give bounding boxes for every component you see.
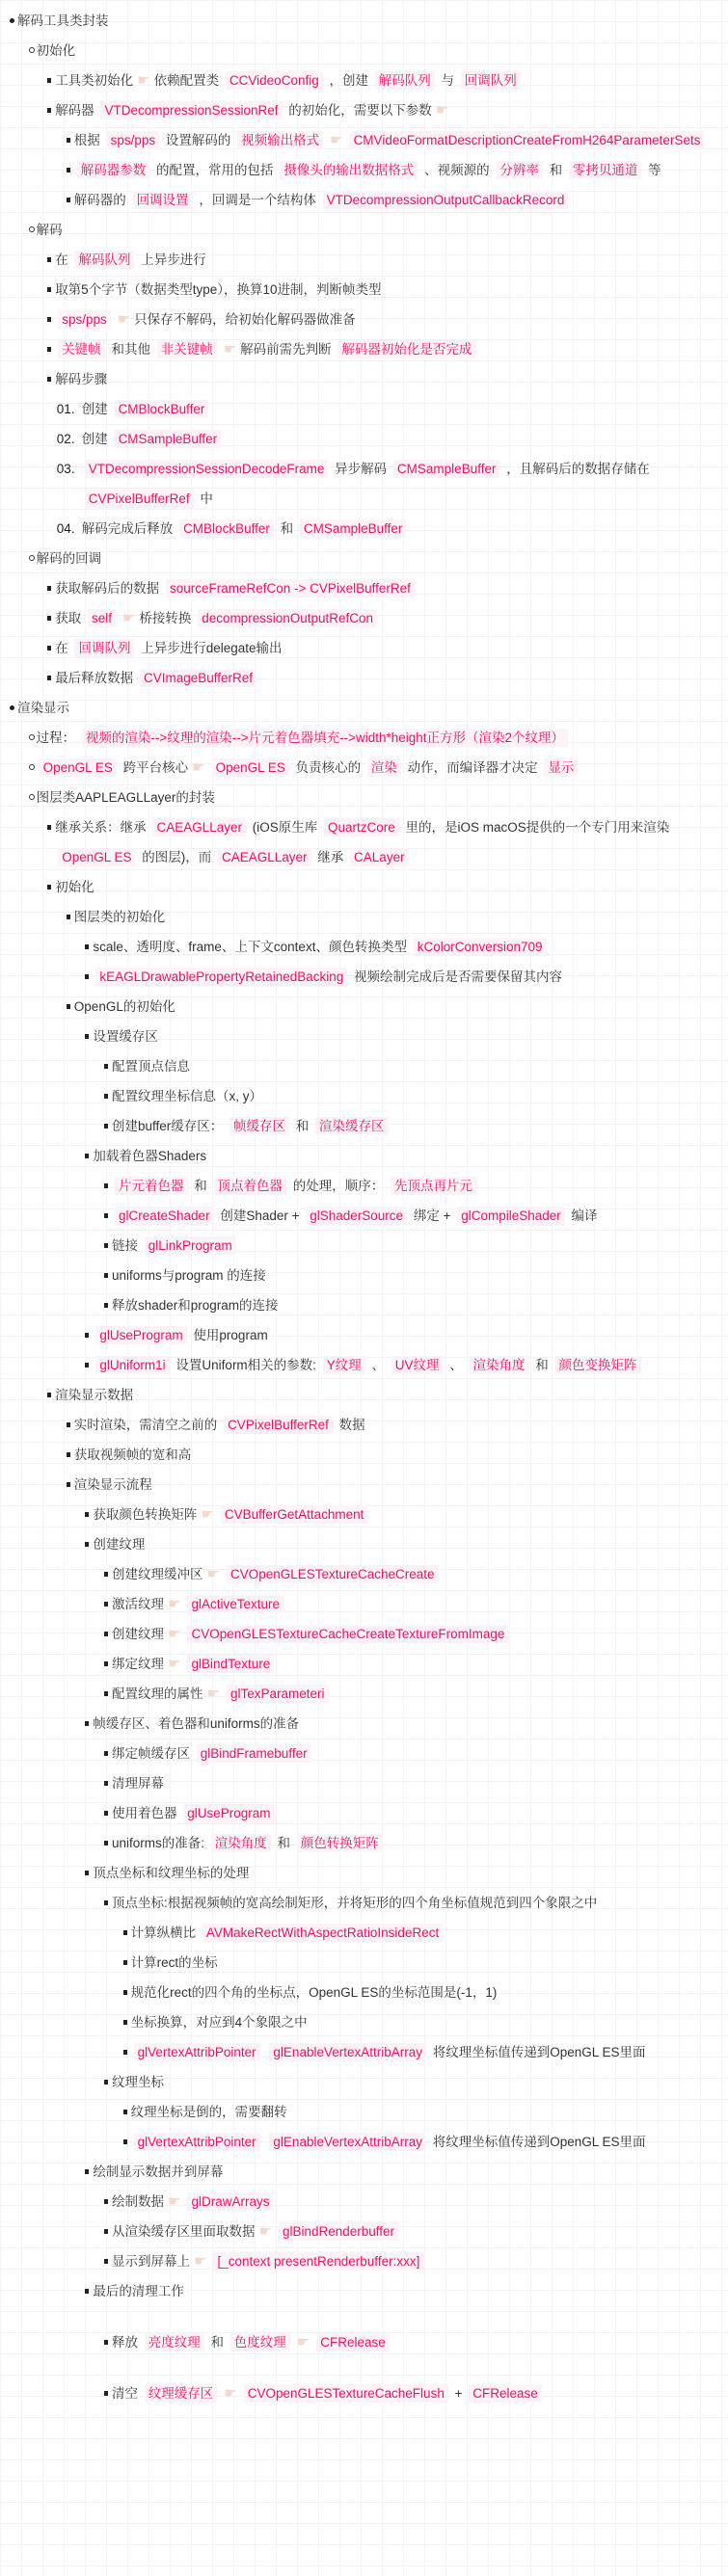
inline-code: glDrawArrays bbox=[187, 2192, 273, 2211]
inline-code: 帧缓存区 bbox=[229, 1117, 289, 1135]
outline-item bbox=[0, 1171, 722, 1201]
outline-item bbox=[0, 155, 722, 185]
item-text: 绑定 + bbox=[410, 1208, 455, 1223]
item-text: 负责核心的 bbox=[291, 760, 364, 775]
item-text: 创建纹理 bbox=[93, 1537, 146, 1552]
item-text bbox=[263, 2045, 267, 2059]
outline-item bbox=[0, 2246, 722, 2276]
inline-code: 零拷贝通道 bbox=[569, 161, 642, 179]
inline-code: CFRelease bbox=[469, 2384, 542, 2403]
outline-item bbox=[0, 783, 722, 812]
item-text: 桥接转换 bbox=[139, 611, 196, 625]
item-text: 规范化rect的四个角的坐标点，OpenGL ES的坐标范围是(-1，1) bbox=[130, 1985, 498, 2000]
inline-code: glActiveTexture bbox=[187, 1595, 283, 1613]
outline-item bbox=[0, 1141, 722, 1171]
inline-code: 颜色转换矩阵 bbox=[297, 1834, 383, 1852]
outline-item bbox=[0, 1619, 722, 1649]
inline-code: glVertexAttribPointer bbox=[134, 2133, 260, 2151]
item-text: 图层类的初始化 bbox=[73, 910, 166, 924]
outline-item bbox=[0, 1350, 722, 1380]
inline-code: glUseProgram bbox=[183, 1804, 274, 1822]
item-text: 纹理坐标是倒的，需要翻转 bbox=[130, 2105, 287, 2119]
item-text: 使用program bbox=[189, 1328, 268, 1342]
outline-item bbox=[0, 1380, 722, 1410]
item-text: 、 bbox=[367, 1358, 389, 1372]
item-text: 释放shader和program的连接 bbox=[112, 1298, 279, 1313]
outline-item bbox=[0, 514, 722, 544]
item-text: 跨平台核心 bbox=[119, 760, 189, 775]
outline-item bbox=[0, 1768, 722, 1798]
inline-code: glVertexAttribPointer bbox=[134, 2043, 260, 2061]
pointing-hand-icon: ☛ bbox=[435, 102, 449, 119]
pointing-hand-icon: ☛ bbox=[168, 1596, 181, 1612]
item-text: 创建 bbox=[81, 402, 112, 416]
outline-item bbox=[0, 1978, 722, 2007]
outline-item bbox=[0, 2007, 722, 2037]
inline-code: decompressionOutputRefCon bbox=[198, 609, 377, 627]
outline-item bbox=[0, 364, 722, 394]
item-text: 和 bbox=[190, 1179, 211, 1193]
item-text: 获取颜色转换矩阵 bbox=[93, 1507, 198, 1522]
item-text: 和 bbox=[273, 1836, 294, 1850]
inline-code: 解码器初始化是否完成 bbox=[337, 340, 475, 359]
item-text: 的配置，常用的包括 bbox=[152, 163, 278, 177]
item-text: 将纹理坐标值传递到OpenGL ES里面 bbox=[429, 2135, 646, 2149]
item-text: 解码器 bbox=[55, 103, 98, 118]
outline-item bbox=[0, 1918, 722, 1948]
item-text: 解码器的 bbox=[73, 193, 130, 207]
inline-code: glBindFramebuffer bbox=[197, 1744, 311, 1763]
item-text: 创建buffer缓存区： bbox=[112, 1119, 228, 1133]
item-text: + bbox=[450, 2386, 467, 2401]
pointing-hand-icon: ☛ bbox=[194, 2253, 207, 2270]
inline-code: 渲染角度 bbox=[211, 1834, 271, 1852]
outline-item bbox=[0, 1111, 722, 1141]
inline-code: 纹理缓存区 bbox=[145, 2384, 218, 2403]
item-text: 纹理坐标 bbox=[112, 2075, 164, 2089]
item-text: 从渲染缓存区里面取数据 bbox=[112, 2224, 256, 2239]
item-text: 帧缓存区、着色器和uniforms的准备 bbox=[93, 1716, 300, 1731]
outline-item bbox=[0, 812, 722, 872]
inline-code: VTDecompressionSessionDecodeFrame bbox=[85, 460, 329, 478]
outline-item bbox=[0, 1290, 722, 1320]
item-text: 清空 bbox=[112, 2386, 142, 2401]
item-text: uniforms的准备: bbox=[112, 1836, 208, 1850]
inline-code: glTexParameteri bbox=[227, 1685, 329, 1703]
inline-code: CVBufferGetAttachment bbox=[221, 1505, 368, 1524]
inline-code: 视频输出格式 bbox=[237, 131, 323, 149]
inline-code: OpenGL ES bbox=[212, 758, 289, 777]
inline-code: CVOpenGLESTextureCacheFlush bbox=[244, 2384, 448, 2403]
inline-code: glLinkProgram bbox=[145, 1236, 236, 1255]
item-text: ，创建 bbox=[325, 73, 372, 88]
outline-item bbox=[0, 2187, 722, 2217]
outline-item bbox=[0, 1261, 722, 1290]
inline-code: CAEAGLLayer bbox=[152, 818, 246, 837]
item-text: 工具类初始化 bbox=[55, 73, 134, 88]
outline-item bbox=[0, 125, 722, 155]
item-text: 根据 bbox=[73, 133, 104, 147]
item-text: 里的，是iOS macOS提供的一个专门用来渲染 bbox=[401, 820, 670, 835]
outline-item bbox=[0, 334, 722, 364]
pointing-hand-icon: ☛ bbox=[296, 2334, 310, 2350]
item-text: 最后的清理工作 bbox=[93, 2284, 184, 2298]
list-number: 02. bbox=[56, 432, 75, 446]
outline-item bbox=[0, 1948, 722, 1978]
outline-item bbox=[0, 2378, 722, 2408]
item-text: uniforms与program 的连接 bbox=[112, 1268, 266, 1283]
inline-code: glBindTexture bbox=[187, 1655, 274, 1673]
pointing-hand-icon: ☛ bbox=[223, 341, 237, 358]
item-text: 解码工具类封装 bbox=[17, 13, 109, 28]
item-text: 释放 bbox=[112, 2335, 142, 2350]
inline-code: 亮度纹理 bbox=[145, 2333, 204, 2351]
inline-code: CVImageBufferRef bbox=[140, 669, 256, 687]
item-text: 实时渲染，需清空之前的 bbox=[73, 1418, 222, 1432]
item-text: 在 bbox=[55, 252, 72, 267]
outline-item bbox=[0, 1500, 722, 1529]
outline-item bbox=[0, 6, 722, 36]
inline-code: 解码器参数 bbox=[77, 161, 150, 179]
inline-code: 渲染 bbox=[367, 758, 401, 777]
item-text: 和 bbox=[545, 163, 566, 177]
inline-code: QuartzCore bbox=[324, 818, 399, 837]
item-text: 视频绘制完成后是否需要保留其内容 bbox=[350, 969, 563, 984]
item-text: 激活纹理 bbox=[112, 1597, 164, 1611]
outline-item bbox=[0, 1201, 722, 1231]
item-text: 绘制显示数据并到屏幕 bbox=[93, 2164, 224, 2179]
outline-item bbox=[0, 215, 722, 245]
inline-code: AVMakeRectWithAspectRatioInsideRect bbox=[202, 1924, 443, 1942]
item-text: 渲染显示数据 bbox=[55, 1388, 134, 1402]
inline-code: VTDecompressionSessionRef bbox=[100, 101, 282, 120]
inline-code: sourceFrameRefCon -> CVPixelBufferRef bbox=[166, 579, 415, 598]
item-text: 取第5个字节（数据类型type），换算10进制，判断帧类型 bbox=[55, 282, 382, 297]
inline-code: kEAGLDrawablePropertyRetainedBacking bbox=[95, 968, 347, 986]
item-text: 渲染显示流程 bbox=[73, 1477, 152, 1492]
outline-item bbox=[0, 36, 722, 66]
inline-code: self bbox=[88, 609, 116, 627]
inline-code: 渲染角度 bbox=[470, 1356, 529, 1374]
pointing-hand-icon: ☛ bbox=[121, 610, 136, 626]
inline-code: CMVideoFormatDescriptionCreateFromH264ParameterSets bbox=[350, 131, 705, 149]
outline-item bbox=[0, 1679, 722, 1709]
item-text: 图层类AAPLEAGLLayer的封装 bbox=[36, 790, 215, 805]
item-text: 中 bbox=[196, 491, 213, 506]
pointing-hand-icon: ☛ bbox=[201, 1506, 214, 1523]
inline-code: CALayer bbox=[350, 848, 409, 866]
item-text bbox=[263, 2135, 267, 2149]
inline-code: CMSampleBuffer bbox=[393, 460, 500, 478]
outline-item bbox=[0, 1529, 722, 1559]
item-text: OpenGL的初始化 bbox=[73, 999, 175, 1014]
item-text: 只保存不解码，给初始化解码器做准备 bbox=[134, 312, 356, 327]
item-text: 坐标换算，对应到4个象限之中 bbox=[130, 2015, 308, 2030]
inline-code: 回调队列 bbox=[461, 71, 521, 90]
item-text: 和 bbox=[531, 1358, 553, 1372]
item-text: 依赖配置类 bbox=[153, 73, 223, 88]
outline-item bbox=[0, 544, 722, 573]
inline-code: OpenGL ES bbox=[58, 848, 135, 866]
item-text: 初始化 bbox=[36, 43, 76, 58]
item-text: 初始化 bbox=[55, 880, 94, 894]
outline-item bbox=[0, 245, 722, 275]
item-text: (iOS原生库 bbox=[249, 820, 322, 835]
item-text: 清理屏幕 bbox=[112, 1776, 164, 1791]
outline-item bbox=[0, 962, 722, 992]
outline-item bbox=[0, 2097, 722, 2127]
inline-code: 色度纹理 bbox=[230, 2333, 290, 2351]
outline-item bbox=[0, 305, 722, 334]
item-text: 和 bbox=[276, 521, 297, 536]
item-text: 链接 bbox=[112, 1238, 142, 1253]
inline-code: CMBlockBuffer bbox=[115, 400, 209, 418]
outline-item bbox=[0, 1022, 722, 1051]
inline-code: Y纹理 bbox=[323, 1356, 365, 1374]
inline-code: UV纹理 bbox=[391, 1356, 444, 1374]
item-text: 过程： bbox=[36, 730, 79, 745]
item-text: 动作，而编译器才决定 bbox=[403, 760, 542, 775]
pointing-hand-icon: ☛ bbox=[192, 759, 205, 776]
inline-code: 渲染缓存区 bbox=[315, 1117, 389, 1135]
outline-item bbox=[0, 424, 722, 454]
list-number: 04. bbox=[56, 521, 75, 536]
outline-item bbox=[0, 1470, 722, 1500]
outline-item bbox=[0, 2327, 722, 2357]
pointing-hand-icon: ☛ bbox=[330, 132, 343, 148]
inline-code: CAEAGLLayer bbox=[218, 848, 311, 866]
outline-item bbox=[0, 2127, 722, 2157]
item-text: 渲染显示 bbox=[17, 701, 69, 715]
outline-item bbox=[0, 2217, 722, 2246]
inline-code: CVOpenGLESTextureCacheCreateTextureFromImage bbox=[187, 1625, 508, 1643]
inline-code: CCVideoConfig bbox=[226, 71, 323, 90]
item-text: 和其他 bbox=[107, 342, 154, 357]
inline-code: 顶点着色器 bbox=[214, 1177, 287, 1195]
item-text: 配置纹理的属性 bbox=[112, 1686, 203, 1701]
item-text: 解码 bbox=[36, 223, 63, 237]
item-text: 设置解码的 bbox=[162, 133, 235, 147]
inline-code: glEnableVertexAttribArray bbox=[269, 2043, 426, 2061]
inline-code: CVPixelBufferRef bbox=[85, 490, 194, 508]
item-text: 继承 bbox=[313, 850, 348, 864]
outline-item bbox=[0, 1798, 722, 1828]
item-text: 创建纹理 bbox=[112, 1627, 164, 1641]
item-text: 最后释放数据 bbox=[55, 671, 137, 685]
inline-code: glCompileShader bbox=[457, 1207, 565, 1225]
inline-code: 解码队列 bbox=[74, 251, 134, 269]
outline-item bbox=[0, 2157, 722, 2187]
item-text: 加载着色器Shaders bbox=[93, 1149, 207, 1163]
item-text: 创建纹理缓冲区 bbox=[112, 1567, 203, 1581]
inline-code: kColorConversion709 bbox=[414, 938, 547, 956]
item-text: 和 bbox=[292, 1119, 313, 1133]
item-text: 的图层)，而 bbox=[138, 850, 215, 864]
outline-item bbox=[0, 603, 722, 633]
inline-code: 回调设置 bbox=[133, 191, 193, 209]
outline-item bbox=[0, 1051, 722, 1081]
outline-item bbox=[0, 693, 722, 723]
outline-item bbox=[0, 872, 722, 902]
outline-item bbox=[0, 902, 722, 932]
item-text: 在 bbox=[55, 641, 72, 655]
inline-code: 非关键帧 bbox=[157, 340, 217, 359]
item-text: ，且解码后的数据存储在 bbox=[502, 462, 650, 476]
pointing-hand-icon: ☛ bbox=[137, 72, 150, 89]
outline-item bbox=[0, 633, 722, 663]
item-text: 获取解码后的数据 bbox=[55, 581, 163, 596]
inline-code: 视频的渲染-->纹理的渲染-->片元着色器填充-->width*height正方形（渲染2个纹理） bbox=[82, 729, 568, 747]
item-text: 顶点坐标:根据视频帧的宽高绘制矩形，并将矩形的四个角坐标值规范到四个象限之中 bbox=[112, 1896, 598, 1910]
item-text: 编译 bbox=[567, 1208, 598, 1223]
outline-item bbox=[0, 2037, 722, 2067]
item-text: 绑定纹理 bbox=[112, 1657, 164, 1671]
outline-item bbox=[0, 1828, 722, 1858]
outline-item bbox=[0, 1231, 722, 1261]
pointing-hand-icon: ☛ bbox=[168, 1656, 181, 1672]
inline-code: glShaderSource bbox=[306, 1207, 407, 1225]
inline-code: CMBlockBuffer bbox=[179, 519, 274, 538]
inline-code: 关键帧 bbox=[58, 340, 105, 359]
inline-code: 先顶点再片元 bbox=[391, 1177, 476, 1195]
pointing-hand-icon: ☛ bbox=[168, 1626, 181, 1642]
item-text: 解码的回调 bbox=[36, 551, 102, 566]
item-text: 顶点坐标和纹理坐标的处理 bbox=[93, 1866, 250, 1880]
outline-item bbox=[0, 185, 722, 215]
outline-item bbox=[0, 2067, 722, 2097]
item-text: 将纹理坐标值传递到OpenGL ES里面 bbox=[429, 2045, 646, 2059]
outline-item bbox=[0, 1739, 722, 1768]
pointing-hand-icon: ☛ bbox=[117, 311, 131, 328]
item-text: 解码完成后释放 bbox=[81, 521, 177, 536]
item-text: 获取 bbox=[55, 611, 85, 625]
outline-item bbox=[0, 1888, 722, 1918]
pointing-hand-icon: ☛ bbox=[206, 1566, 220, 1582]
outline-item bbox=[0, 275, 722, 305]
outline-item bbox=[0, 2276, 722, 2306]
list-number: 03. bbox=[56, 462, 75, 476]
inline-code: CMSampleBuffer bbox=[115, 430, 222, 448]
item-text: 、 bbox=[445, 1358, 467, 1372]
inline-code: glBindRenderbuffer bbox=[279, 2222, 398, 2241]
outline-item bbox=[0, 66, 722, 95]
item-text: 绘制数据 bbox=[112, 2194, 164, 2209]
outline-item bbox=[0, 1440, 722, 1470]
inline-code: 颜色变换矩阵 bbox=[555, 1356, 641, 1374]
inline-code: 解码队列 bbox=[375, 71, 435, 90]
item-text: 等 bbox=[644, 163, 661, 177]
inline-code: [_context presentRenderbuffer:xxx] bbox=[213, 2252, 423, 2271]
item-text: 创建 bbox=[81, 432, 112, 446]
outline-item bbox=[0, 1081, 722, 1111]
item-text: 使用着色器 bbox=[112, 1806, 181, 1820]
outline-item bbox=[0, 932, 722, 962]
item-text: 上异步进行 bbox=[137, 252, 206, 267]
item-text: 绑定帧缓存区 bbox=[112, 1746, 194, 1761]
outline-item bbox=[0, 723, 722, 753]
item-text: 创建Shader + bbox=[216, 1208, 304, 1223]
outline-item bbox=[0, 1559, 722, 1589]
outline-item bbox=[0, 992, 722, 1022]
inline-code: 显示 bbox=[544, 758, 578, 777]
item-text: 配置纹理坐标信息（x, y） bbox=[112, 1089, 263, 1103]
item-text: 和 bbox=[206, 2335, 228, 2350]
outline-item bbox=[0, 1709, 722, 1739]
outline-item bbox=[0, 394, 722, 424]
item-text: 的初始化，需要以下参数 bbox=[284, 103, 432, 118]
item-text: 解码步骤 bbox=[55, 372, 108, 386]
inline-code: glUniform1i bbox=[95, 1356, 169, 1374]
outline-item bbox=[0, 1589, 722, 1619]
item-text: 的处理，顺序： bbox=[289, 1179, 389, 1193]
outline-item bbox=[0, 95, 722, 125]
item-text: 计算rect的坐标 bbox=[130, 1955, 218, 1970]
outline-item bbox=[0, 573, 722, 603]
item-text: 与 bbox=[437, 73, 458, 88]
outline-item bbox=[0, 663, 722, 693]
pointing-hand-icon: ☛ bbox=[258, 2223, 272, 2240]
inline-code: glCreateShader bbox=[115, 1207, 214, 1225]
list-number: 01. bbox=[56, 402, 75, 416]
inline-code: sps/pps bbox=[58, 310, 111, 329]
item-text: 继承关系：继承 bbox=[55, 820, 150, 835]
outline-item bbox=[0, 454, 722, 514]
inline-code: 片元着色器 bbox=[115, 1177, 188, 1195]
outline-item bbox=[0, 1410, 722, 1440]
inline-code: CVOpenGLESTextureCacheCreate bbox=[227, 1565, 439, 1583]
item-text: 设置Uniform相关的参数: bbox=[172, 1358, 320, 1372]
pointing-hand-icon: ☛ bbox=[206, 1686, 220, 1702]
inline-code: glUseProgram bbox=[95, 1326, 186, 1344]
inline-code: CMSampleBuffer bbox=[300, 519, 407, 538]
inline-code: 分辨率 bbox=[496, 161, 543, 179]
inline-code: 摄像头的输出数据格式 bbox=[280, 161, 418, 179]
item-text: 上异步进行delegate输出 bbox=[137, 641, 283, 655]
item-text: 异步解码 bbox=[331, 462, 391, 476]
item-text: 设置缓存区 bbox=[93, 1029, 158, 1044]
pointing-hand-icon: ☛ bbox=[168, 2193, 181, 2210]
item-text: 解码前需先判断 bbox=[240, 342, 336, 357]
inline-code: VTDecompressionOutputCallbackRecord bbox=[323, 191, 569, 209]
inline-code: sps/pps bbox=[107, 131, 160, 149]
item-text: 配置顶点信息 bbox=[112, 1059, 190, 1074]
item-text: 显示到屏幕上 bbox=[112, 2254, 190, 2269]
pointing-hand-icon: ☛ bbox=[224, 2385, 237, 2402]
item-text: 数据 bbox=[335, 1418, 365, 1432]
item-text: scale、透明度、frame、上下文context、颜色转换类型 bbox=[93, 940, 411, 954]
outline-item bbox=[0, 1320, 722, 1350]
inline-code: glEnableVertexAttribArray bbox=[269, 2133, 426, 2151]
outline-item bbox=[0, 753, 722, 783]
item-text: 获取视频帧的宽和高 bbox=[73, 1447, 192, 1462]
outline-item bbox=[0, 1858, 722, 1888]
inline-code: CVPixelBufferRef bbox=[224, 1416, 333, 1434]
outline-item bbox=[0, 1649, 722, 1679]
item-text: 计算纵横比 bbox=[130, 1925, 200, 1940]
inline-code: CFRelease bbox=[316, 2333, 390, 2351]
inline-code: OpenGL ES bbox=[40, 758, 117, 777]
item-text: ，回调是一个结构体 bbox=[195, 193, 320, 207]
inline-code: 回调队列 bbox=[74, 639, 134, 657]
item-text: 、视频源的 bbox=[420, 163, 494, 177]
